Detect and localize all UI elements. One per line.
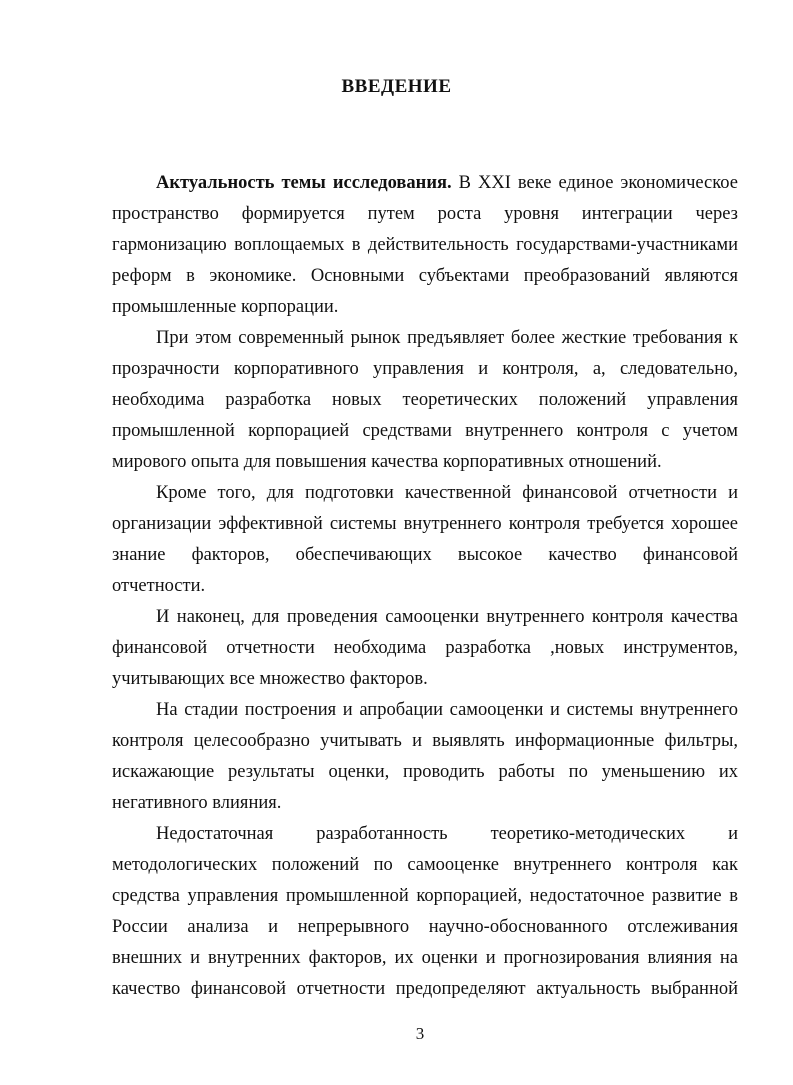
text-line: знание факторов, обеспечивающих высокое качество финансовой <box>112 545 738 565</box>
text-line: методологических положений по самооценке внутреннего контроля как <box>112 855 738 875</box>
text-line: необходима разработка новых теоретических положений управления <box>112 390 738 410</box>
text-line <box>112 168 738 199</box>
text-line: Недостаточная разработанность теоретико-методических и <box>156 824 738 844</box>
page-title: ВВЕДЕНИЕ <box>341 76 452 97</box>
text-line: организации эффективной системы внутреннего контроля требуется хорошее <box>112 514 738 534</box>
text-line: При этом современный рынок предъявляет более жесткие требования к <box>156 328 738 348</box>
text-line: контроля целесообразно учитывать и выявлять информационные фильтры, <box>112 731 738 751</box>
text-line: гармонизацию воплощаемых в действительность государствами-участниками <box>112 235 738 255</box>
text-line: России анализа и непрерывного научно-обоснованного отслеживания <box>112 917 738 937</box>
text-line: реформ в экономике. Основными субъектами преобразований являются <box>112 266 738 286</box>
text-line: И наконец, для проведения самооценки внутреннего контроля качества <box>156 607 738 627</box>
text-line: Кроме того, для подготовки качественной финансовой отчетности и <box>156 483 738 503</box>
text-line: На стадии построения и апробации самооценки и системы внутреннего <box>156 700 738 720</box>
text-line: внешних и внутренних факторов, их оценки и прогнозирования влияния на <box>112 948 738 968</box>
text-line: средства управления промышленной корпорацией, недостаточное развитие в <box>112 886 738 906</box>
text-line: качество финансовой отчетности предопределяют актуальность выбранной <box>112 979 738 999</box>
text-line: мирового опыта для повышения качества корпоративных отношений. <box>112 452 662 472</box>
text-line: отчетности. <box>112 576 206 596</box>
text-line: промышленной корпорацией средствами внутреннего контроля с учетом <box>112 421 738 441</box>
page-number: 3 <box>415 1024 425 1043</box>
text-line: финансовой отчетности необходима разработка ,новых инструментов, <box>112 638 738 658</box>
text-line: учитывающих все множество факторов. <box>112 669 428 689</box>
text-line: промышленные корпорации. <box>112 297 339 317</box>
text-line: искажающие результаты оценки, проводить работы по уменьшению их <box>112 762 738 782</box>
document-body <box>112 168 738 1005</box>
text-line: негативного влияния. <box>112 793 282 813</box>
text-span: В XXI веке единое экономическое <box>451 173 738 193</box>
text-line: пространство формируется путем роста уровня интеграции через <box>112 204 738 224</box>
bold-lead: Актуальность темы исследования. <box>156 173 452 193</box>
text-line: прозрачности корпоративного управления и контроля, а, следовательно, <box>112 359 738 379</box>
